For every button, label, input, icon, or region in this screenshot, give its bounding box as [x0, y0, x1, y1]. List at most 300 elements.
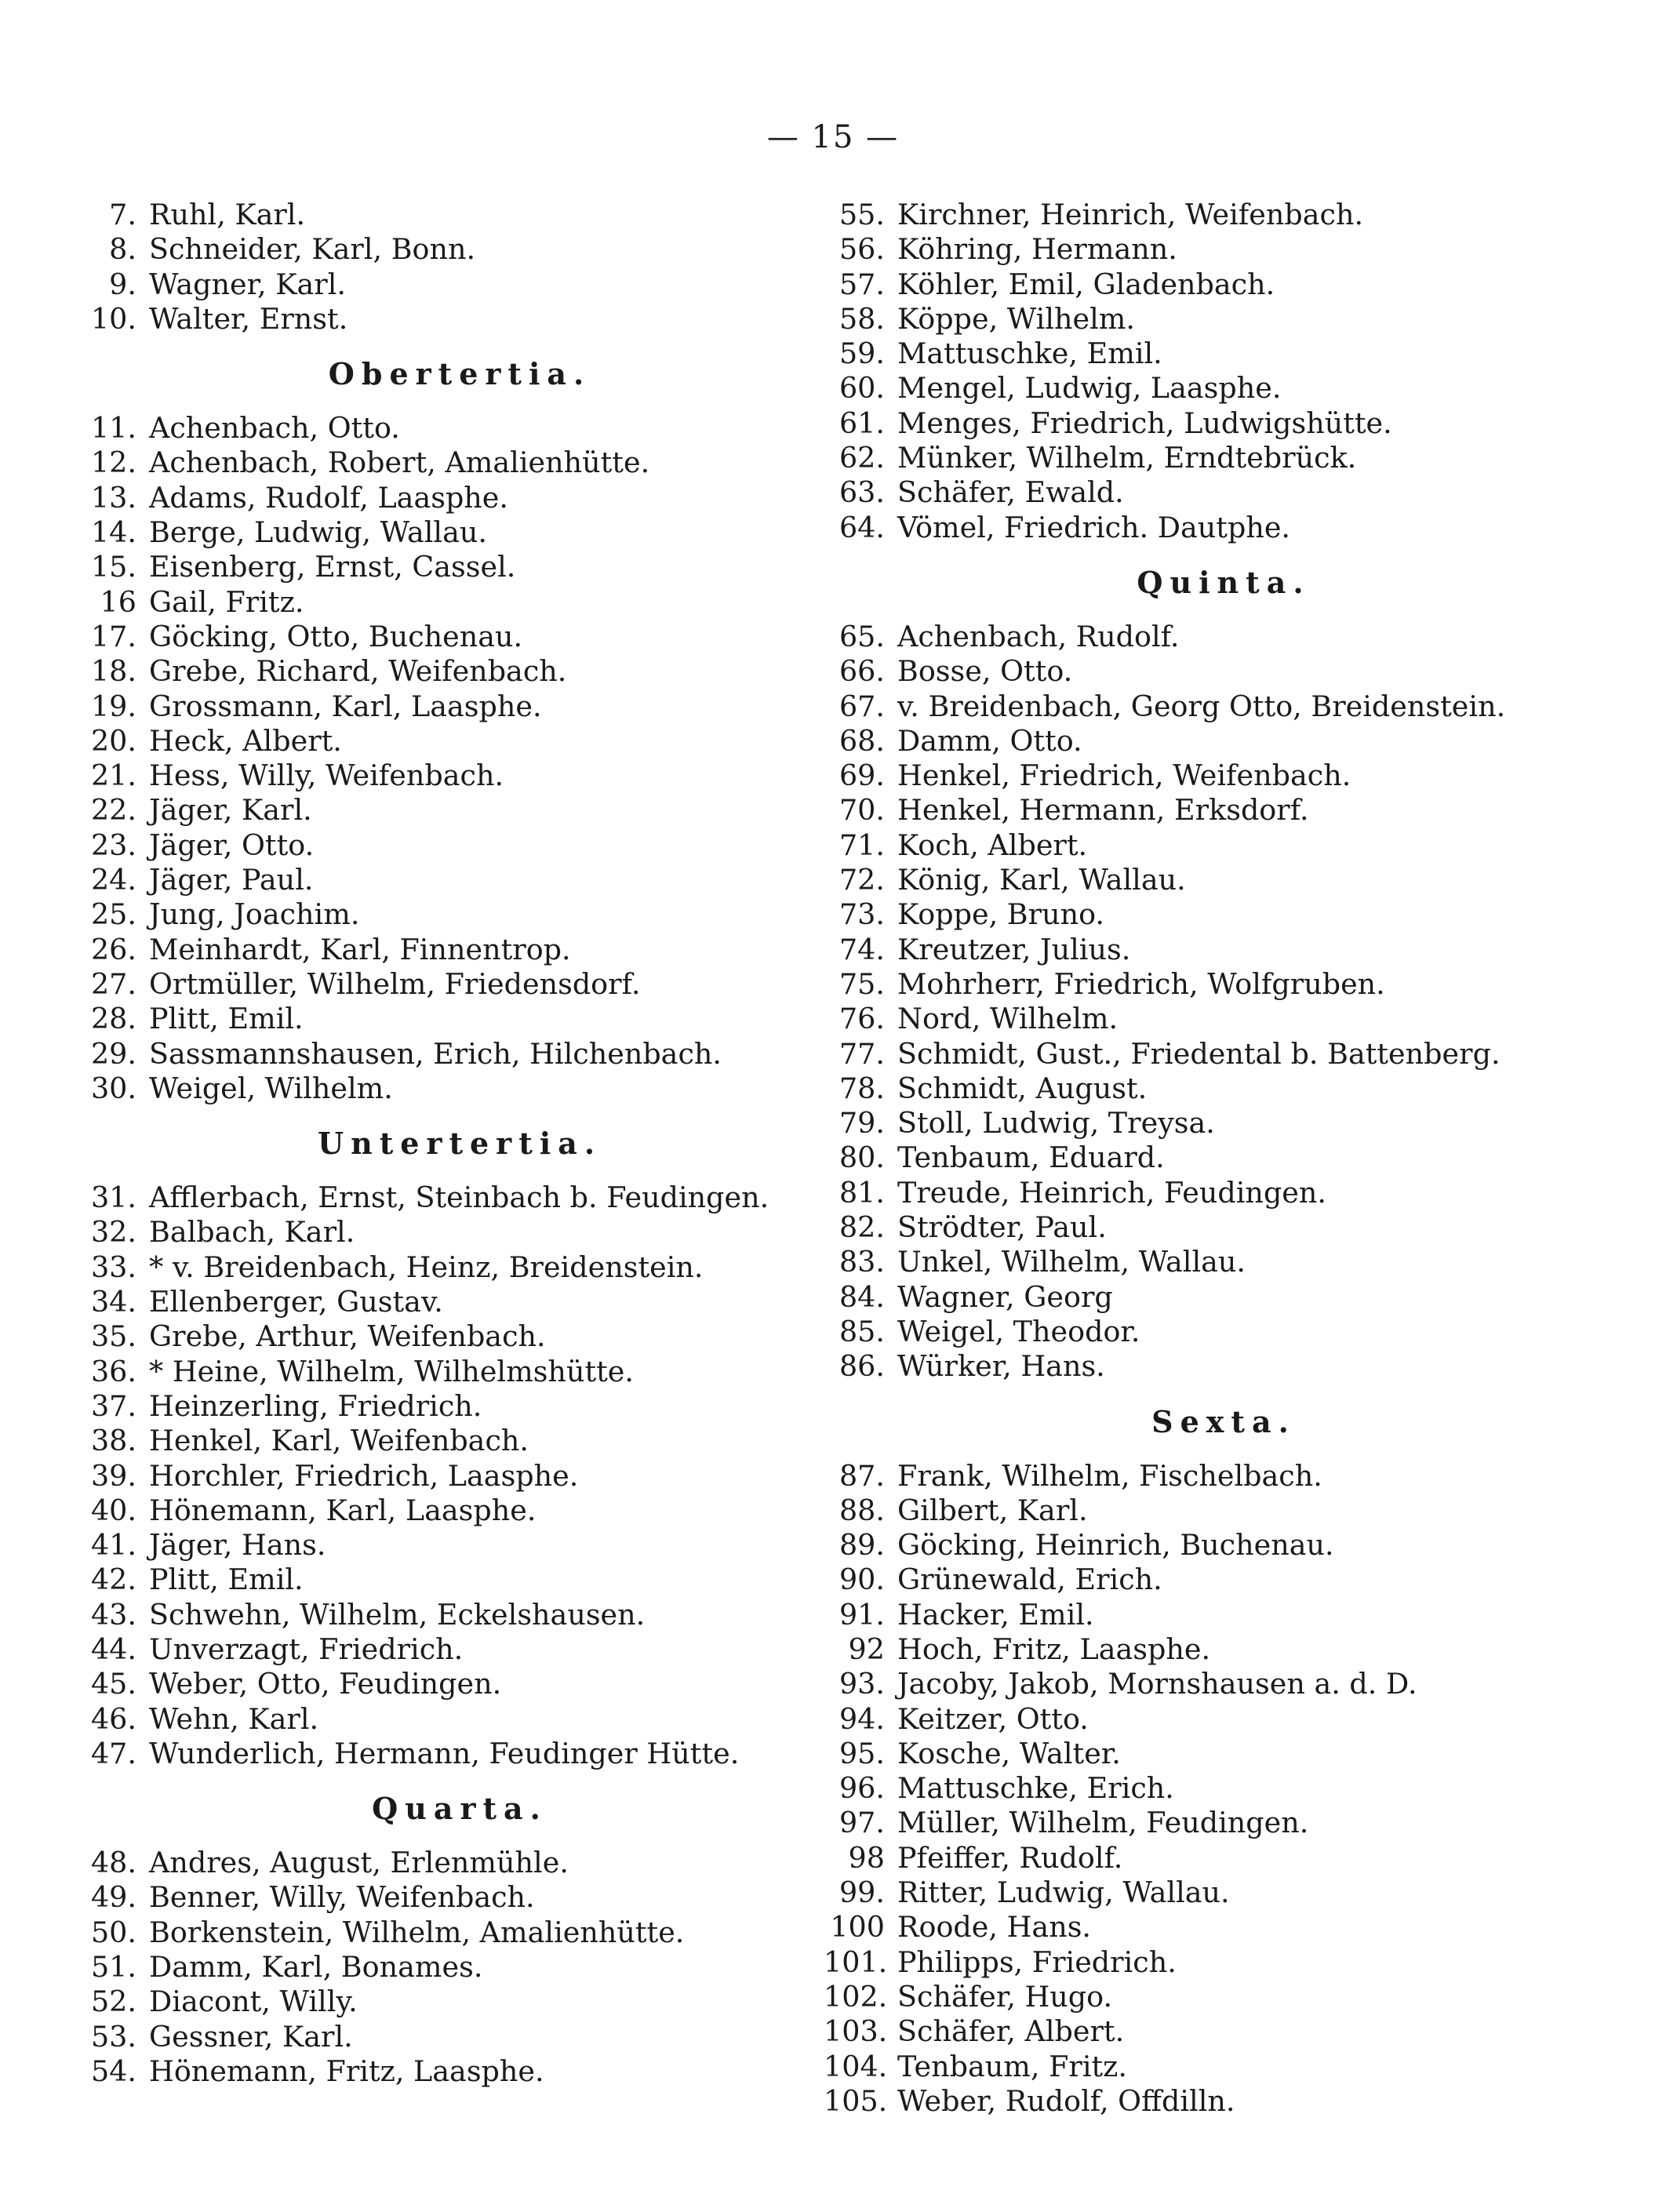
entry-number: 49.: [90, 1880, 136, 1915]
entry-number: 55.: [838, 198, 885, 231]
entry-number: 88.: [838, 1493, 885, 1527]
entry-number: 96.: [838, 1771, 885, 1806]
entry-name: Damm, Karl, Bonames.: [149, 1950, 483, 1985]
entry-name: Mattuschke, Erich.: [897, 1771, 1174, 1806]
entry-number: 15.: [90, 550, 136, 584]
entry-number: 24.: [90, 863, 136, 897]
entry-number: 26.: [90, 932, 136, 966]
page-number: — 15 —: [766, 119, 900, 155]
entry-name: Schwehn, Wilhelm, Eckelshausen.: [149, 1597, 646, 1632]
entry-number: 77.: [838, 1036, 885, 1071]
entry-number: 83.: [838, 1245, 885, 1279]
list-item: [824, 1315, 1561, 1349]
list-item: [75, 967, 797, 1002]
entry-number: 94.: [838, 1701, 885, 1736]
entry-number: 57.: [838, 267, 885, 301]
entry-number: 85.: [838, 1314, 885, 1348]
list-item: [824, 1459, 1561, 1493]
list-item: [75, 446, 797, 480]
list-item: [824, 337, 1561, 371]
entry-name: Keitzer, Otto.: [897, 1701, 1089, 1736]
entry-name: Balbach, Karl.: [149, 1215, 355, 1250]
entry-name: Jäger, Otto.: [149, 828, 315, 862]
entry-number: 10.: [90, 301, 136, 336]
entry-name: Achenbach, Otto.: [149, 411, 400, 446]
list-item: [75, 1563, 797, 1597]
entry-number: 60.: [838, 371, 885, 406]
entry-number: 71.: [838, 828, 885, 862]
list-item: [75, 232, 797, 267]
entry-number: 38.: [90, 1424, 136, 1458]
entry-number: 84.: [838, 1279, 885, 1314]
entry-number: 19.: [90, 689, 136, 723]
entry-name: Stoll, Ludwig, Treysa.: [897, 1106, 1215, 1141]
entry-number: 20.: [90, 723, 136, 758]
entry-name: Strödter, Paul.: [897, 1210, 1107, 1245]
list-item: [75, 1632, 797, 1667]
list-item: [75, 724, 797, 759]
entry-number: 74.: [838, 932, 885, 966]
entry-name: Borkenstein, Wilhelm, Amalienhütte.: [149, 1915, 685, 1949]
entry-number: 50.: [90, 1915, 136, 1949]
list-item: [824, 1841, 1561, 1875]
class-heading: Sexta.: [1151, 1403, 1296, 1439]
list-item: [75, 1493, 797, 1528]
entry-name: Henkel, Hermann, Erksdorf.: [897, 793, 1309, 828]
entry-name: Kosche, Walter.: [897, 1736, 1121, 1770]
entry-number: 28.: [90, 1002, 136, 1036]
entry-name: Benner, Willy, Weifenbach.: [149, 1880, 535, 1915]
entry-number: 47.: [90, 1736, 136, 1770]
list-item: [824, 1280, 1561, 1315]
right-column: [824, 198, 1561, 2119]
list-item: [75, 1181, 797, 1215]
entry-name: Köppe, Wilhelm.: [897, 301, 1136, 336]
list-item: [824, 2050, 1561, 2084]
list-item: [75, 1528, 797, 1563]
entry-name: Weber, Otto, Feudingen.: [149, 1667, 502, 1701]
list-item: [75, 1915, 797, 1950]
entry-name: Heck, Albert.: [149, 723, 342, 758]
entry-number: 89.: [838, 1528, 885, 1563]
list-item: [824, 1528, 1561, 1563]
entry-number: 92: [848, 1632, 885, 1666]
list-item: [75, 933, 797, 967]
entry-name: Frank, Wilhelm, Fischelbach.: [897, 1458, 1322, 1493]
entry-name: Wagner, Karl.: [149, 267, 346, 301]
list-item: [75, 1985, 797, 2019]
entry-number: 104.: [824, 2049, 888, 2083]
entry-name: Grebe, Arthur, Weifenbach.: [149, 1319, 546, 1354]
entry-name: Kreutzer, Julius.: [897, 932, 1131, 966]
list-item: [824, 1980, 1561, 2014]
entry-name: Müller, Wilhelm, Feudingen.: [897, 1806, 1309, 1840]
list-item: [824, 933, 1561, 967]
entry-number: 13.: [90, 480, 136, 515]
list-item: [75, 1880, 797, 1915]
list-item: [75, 1459, 797, 1493]
list-item: [824, 1106, 1561, 1141]
entry-name: Schmidt, August.: [897, 1071, 1148, 1105]
list-item: [75, 1389, 797, 1424]
entry-name: Köhler, Emil, Gladenbach.: [897, 267, 1275, 301]
list-item: [824, 863, 1561, 897]
entry-number: 73.: [838, 897, 885, 932]
class-heading: Quinta.: [1137, 564, 1311, 600]
list-item: [75, 1285, 797, 1319]
entry-number: 52.: [90, 1985, 136, 2019]
list-item: [75, 620, 797, 654]
class-heading: Untertertia.: [317, 1126, 602, 1162]
entry-name: Grebe, Richard, Weifenbach.: [149, 654, 567, 689]
entry-name: * v. Breidenbach, Heinz, Breidenstein.: [149, 1250, 704, 1284]
entry-number: 9.: [109, 267, 136, 301]
entry-name: Unverzagt, Friedrich.: [149, 1632, 464, 1666]
entry-name: Hoch, Fritz, Laasphe.: [897, 1632, 1211, 1666]
list-item: [824, 724, 1561, 759]
entry-name: Jäger, Hans.: [149, 1528, 326, 1563]
list-item: [824, 406, 1561, 441]
entry-number: 54.: [90, 2054, 136, 2088]
entry-number: 68.: [838, 723, 885, 758]
entry-name: Adams, Rudolf, Laasphe.: [149, 480, 509, 515]
list-item: [824, 1210, 1561, 1245]
entry-name: Gail, Fritz.: [149, 584, 304, 619]
entry-name: Göcking, Heinrich, Buchenau.: [897, 1528, 1334, 1563]
list-item: [824, 1141, 1561, 1175]
list-item: [75, 1424, 797, 1458]
list-item: [75, 1667, 797, 1701]
list-item: [75, 863, 797, 897]
entry-name: Menges, Friedrich, Ludwigshütte.: [897, 406, 1392, 440]
list-item: [824, 198, 1561, 232]
entry-name: Jäger, Paul.: [149, 863, 314, 897]
list-item: [824, 1037, 1561, 1071]
list-item: [824, 302, 1561, 337]
entry-name: Heinzerling, Friedrich.: [149, 1388, 482, 1423]
class-heading: Quarta.: [372, 1791, 547, 1827]
entry-name: Horchler, Friedrich, Laasphe.: [149, 1458, 579, 1493]
list-item: [824, 2014, 1561, 2049]
entry-number: 33.: [90, 1250, 136, 1284]
entry-name: Hess, Willy, Weifenbach.: [149, 759, 504, 793]
list-item: [824, 828, 1561, 863]
entry-number: 22.: [90, 793, 136, 828]
entry-name: Achenbach, Robert, Amalienhütte.: [149, 446, 650, 480]
entry-name: Philipps, Friedrich.: [897, 1945, 1177, 1979]
entry-name: Mengel, Ludwig, Laasphe.: [897, 371, 1282, 406]
list-item: [824, 1771, 1561, 1806]
list-item: [75, 1250, 797, 1285]
list-item: [824, 1493, 1561, 1528]
entry-name: Nord, Wilhelm.: [897, 1002, 1119, 1036]
list-item: [75, 1215, 797, 1250]
entry-name: Gilbert, Karl.: [897, 1493, 1088, 1527]
entry-number: 62.: [838, 441, 885, 475]
entry-name: Weigel, Theodor.: [897, 1314, 1140, 1348]
list-item: [75, 897, 797, 932]
entry-name: Wunderlich, Hermann, Feudinger Hütte.: [149, 1736, 740, 1770]
entry-number: 102.: [824, 1979, 888, 2014]
entry-name: Tenbaum, Eduard.: [897, 1141, 1165, 1175]
entry-name: Hönemann, Karl, Laasphe.: [149, 1493, 537, 1527]
entry-number: 78.: [838, 1071, 885, 1105]
entry-number: 66.: [838, 654, 885, 689]
entry-name: Plitt, Emil.: [149, 1563, 304, 1597]
list-item: [824, 1875, 1561, 1910]
entry-number: 98: [848, 1840, 885, 1875]
entry-name: Mattuschke, Emil.: [897, 337, 1162, 371]
entry-name: Schneider, Karl, Bonn.: [149, 232, 476, 267]
list-item: [824, 654, 1561, 689]
list-item: [824, 1002, 1561, 1036]
entry-number: 30.: [90, 1071, 136, 1105]
list-item: [824, 1667, 1561, 1701]
list-item: [75, 1598, 797, 1632]
list-item: [75, 302, 797, 337]
entry-name: v. Breidenbach, Georg Otto, Breidenstein.: [897, 689, 1506, 723]
entry-number: 99.: [838, 1875, 885, 1910]
list-item: [75, 550, 797, 584]
entry-name: Ellenberger, Gustav.: [149, 1285, 443, 1319]
entry-number: 45.: [90, 1667, 136, 1701]
list-item: [75, 1319, 797, 1354]
entry-name: Mohrherr, Friedrich, Wolfgruben.: [897, 966, 1385, 1001]
entry-number: 101.: [824, 1945, 888, 1979]
entry-number: 67.: [838, 689, 885, 723]
entry-number: 63.: [838, 475, 885, 510]
list-item: [75, 1355, 797, 1389]
entry-name: Walter, Ernst.: [149, 301, 348, 336]
entry-number: 82.: [838, 1210, 885, 1245]
entry-number: 87.: [838, 1458, 885, 1493]
list-item: [824, 441, 1561, 475]
entry-name: Ritter, Ludwig, Wallau.: [897, 1875, 1230, 1910]
list-item: [824, 967, 1561, 1002]
entry-number: 40.: [90, 1493, 136, 1527]
entry-name: König, Karl, Wallau.: [897, 863, 1186, 897]
list-item: [824, 1737, 1561, 1771]
entry-number: 31.: [90, 1181, 136, 1215]
list-item: [824, 1945, 1561, 1980]
entry-number: 48.: [90, 1846, 136, 1880]
class-heading: Obertertia.: [328, 356, 591, 392]
left-column: [75, 198, 797, 2089]
list-item: [75, 2054, 797, 2089]
entry-number: 16: [100, 584, 136, 619]
list-item: [824, 371, 1561, 406]
entry-number: 80.: [838, 1141, 885, 1175]
list-item: [75, 654, 797, 689]
entry-number: 72.: [838, 863, 885, 897]
list-item: [75, 1846, 797, 1880]
entry-number: 64.: [838, 510, 885, 544]
entry-number: 93.: [838, 1667, 885, 1701]
list-item: [824, 793, 1561, 828]
entry-number: 61.: [838, 406, 885, 440]
entry-name: Jäger, Karl.: [149, 793, 312, 828]
entry-number: 65.: [838, 619, 885, 653]
entry-name: Diacont, Willy.: [149, 1985, 358, 2019]
entry-number: 59.: [838, 337, 885, 371]
entry-name: Achenbach, Rudolf.: [897, 619, 1180, 653]
entry-number: 23.: [90, 828, 136, 862]
entry-number: 8.: [109, 232, 136, 267]
entry-number: 42.: [90, 1563, 136, 1597]
entry-name: Bosse, Otto.: [897, 654, 1073, 689]
list-item: [75, 689, 797, 724]
list-item: [824, 1563, 1561, 1597]
entry-name: Unkel, Wilhelm, Wallau.: [897, 1245, 1246, 1279]
entry-number: 32.: [90, 1215, 136, 1250]
entry-number: 105.: [824, 2083, 888, 2118]
list-item: [824, 897, 1561, 932]
entry-name: Damm, Otto.: [897, 723, 1082, 758]
entry-name: Wehn, Karl.: [149, 1701, 319, 1736]
entry-name: Koppe, Bruno.: [897, 897, 1105, 932]
entry-name: Schmidt, Gust., Friedental b. Battenberg.: [897, 1036, 1500, 1071]
entry-number: 35.: [90, 1319, 136, 1354]
entry-name: Andres, August, Erlenmühle.: [149, 1846, 569, 1880]
list-item: [824, 2084, 1561, 2119]
entry-number: 103.: [824, 2014, 888, 2049]
entry-number: 44.: [90, 1632, 136, 1666]
entry-name: Würker, Hans.: [897, 1349, 1105, 1384]
entry-number: 86.: [838, 1349, 885, 1384]
list-item: [75, 1037, 797, 1071]
entry-number: 17.: [90, 619, 136, 653]
entry-name: Schäfer, Ewald.: [897, 475, 1124, 510]
list-item: [75, 481, 797, 515]
entry-number: 95.: [838, 1736, 885, 1770]
entry-number: 25.: [90, 897, 136, 932]
entry-number: 27.: [90, 966, 136, 1001]
list-item: [75, 1002, 797, 1036]
list-item: [75, 793, 797, 828]
list-item: [824, 1349, 1561, 1384]
list-item: [75, 515, 797, 550]
list-item: [824, 1598, 1561, 1632]
entry-number: 58.: [838, 301, 885, 336]
list-item: [75, 1071, 797, 1106]
entry-number: 56.: [838, 232, 885, 267]
list-item: [824, 620, 1561, 654]
entry-number: 70.: [838, 793, 885, 828]
entry-number: 100: [830, 1910, 885, 1945]
entry-number: 41.: [90, 1528, 136, 1563]
entry-name: Sassmannshausen, Erich, Hilchenbach.: [149, 1036, 722, 1071]
entry-name: Plitt, Emil.: [149, 1002, 304, 1036]
entry-name: Hönemann, Fritz, Laasphe.: [149, 2054, 544, 2088]
list-item: [824, 759, 1561, 793]
entry-name: Meinhardt, Karl, Finnentrop.: [149, 932, 571, 966]
entry-number: 29.: [90, 1036, 136, 1071]
entry-number: 36.: [90, 1354, 136, 1388]
entry-name: Koch, Albert.: [897, 828, 1088, 862]
entry-name: Afflerbach, Ernst, Steinbach b. Feudingen.: [149, 1181, 769, 1215]
entry-name: Wagner, Georg: [897, 1279, 1113, 1314]
entry-number: 37.: [90, 1388, 136, 1423]
entry-name: Gessner, Karl.: [149, 2019, 353, 2054]
entry-name: * Heine, Wilhelm, Wilhelmshütte.: [149, 1354, 634, 1388]
entry-name: Göcking, Otto, Buchenau.: [149, 619, 523, 653]
entry-number: 53.: [90, 2019, 136, 2054]
list-item: [824, 475, 1561, 510]
entry-number: 18.: [90, 654, 136, 689]
list-item: [824, 689, 1561, 724]
entry-number: 7.: [109, 198, 136, 231]
entry-number: 39.: [90, 1458, 136, 1493]
list-item: [75, 585, 797, 620]
entry-number: 90.: [838, 1563, 885, 1597]
list-item: [75, 1702, 797, 1737]
entry-name: Tenbaum, Fritz.: [897, 2049, 1128, 2083]
list-item: [824, 1245, 1561, 1279]
entry-name: Eisenberg, Ernst, Cassel.: [149, 550, 516, 584]
entry-number: 91.: [838, 1597, 885, 1632]
list-item: [824, 1702, 1561, 1737]
entry-number: 79.: [838, 1106, 885, 1141]
entry-name: Weigel, Wilhelm.: [149, 1071, 393, 1105]
entry-name: Grossmann, Karl, Laasphe.: [149, 689, 542, 723]
entry-name: Münker, Wilhelm, Erndtebrück.: [897, 441, 1357, 475]
entry-number: 12.: [90, 446, 136, 480]
entry-name: Hacker, Emil.: [897, 1597, 1094, 1632]
list-item: [824, 1632, 1561, 1667]
entry-number: 51.: [90, 1950, 136, 1985]
list-item: [824, 1176, 1561, 1210]
list-item: [75, 759, 797, 793]
entry-number: 46.: [90, 1701, 136, 1736]
entry-name: Roode, Hans.: [897, 1910, 1092, 1945]
entry-name: Henkel, Karl, Weifenbach.: [149, 1424, 529, 1458]
entry-name: Henkel, Friedrich, Weifenbach.: [897, 759, 1351, 793]
entry-number: 21.: [90, 759, 136, 793]
entry-number: 81.: [838, 1175, 885, 1210]
entry-number: 34.: [90, 1285, 136, 1319]
entry-name: Grünewald, Erich.: [897, 1563, 1162, 1597]
entry-name: Treude, Heinrich, Feudingen.: [897, 1175, 1327, 1210]
entry-name: Berge, Ludwig, Wallau.: [149, 515, 487, 550]
entry-number: 75.: [838, 966, 885, 1001]
list-item: [75, 1737, 797, 1771]
list-item: [824, 1910, 1561, 1945]
entry-name: Vömel, Friedrich. Dautphe.: [897, 510, 1291, 544]
list-item: [824, 232, 1561, 267]
list-item: [75, 1950, 797, 1985]
list-item: [75, 198, 797, 232]
entry-name: Jacoby, Jakob, Mornshausen a. d. D.: [897, 1667, 1417, 1701]
entry-number: 97.: [838, 1806, 885, 1840]
entry-number: 43.: [90, 1597, 136, 1632]
list-item: [824, 267, 1561, 302]
entry-name: Ruhl, Karl.: [149, 198, 306, 231]
entry-number: 76.: [838, 1002, 885, 1036]
entry-name: Jung, Joachim.: [149, 897, 360, 932]
list-item: [75, 2020, 797, 2054]
list-item: [75, 411, 797, 446]
entry-name: Schäfer, Albert.: [897, 2014, 1125, 2049]
entry-name: Köhring, Hermann.: [897, 232, 1177, 267]
entry-number: 14.: [90, 515, 136, 550]
entry-name: Kirchner, Heinrich, Weifenbach.: [897, 198, 1364, 231]
entry-name: Ortmüller, Wilhelm, Friedensdorf.: [149, 966, 641, 1001]
entry-name: Weber, Rudolf, Offdilln.: [897, 2083, 1235, 2118]
list-item: [75, 267, 797, 302]
entry-name: Pfeiffer, Rudolf.: [897, 1840, 1123, 1875]
list-item: [824, 1806, 1561, 1840]
entry-number: 69.: [838, 759, 885, 793]
